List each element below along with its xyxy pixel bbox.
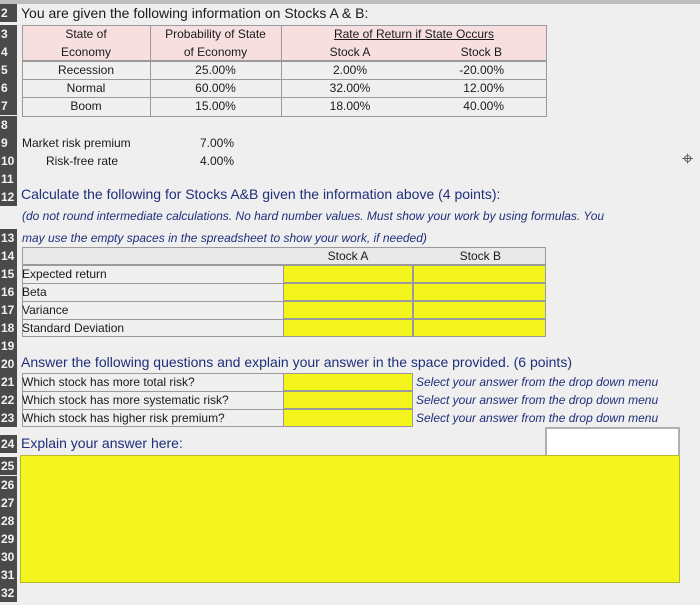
stock-b-return-cell[interactable]: 40.00% <box>463 99 504 113</box>
stock-a-return-cell[interactable]: 32.00% <box>329 81 371 95</box>
selected-cell-outline[interactable] <box>545 427 680 457</box>
expected-return-label[interactable]: Expected return <box>22 267 107 281</box>
probability-cell[interactable]: 15.00% <box>195 99 236 113</box>
std-dev-label[interactable]: Standard Deviation <box>22 321 125 335</box>
std-dev-stock-b-input[interactable] <box>413 319 546 337</box>
cursor-icon: ⌖ <box>682 148 694 170</box>
row-header-31[interactable]: 31 <box>0 566 17 584</box>
row-header-23[interactable]: 23 <box>0 409 17 427</box>
row-header-11[interactable]: 11 <box>0 170 17 188</box>
row-header-2[interactable]: 2 <box>0 4 17 22</box>
explain-label[interactable]: Explain your answer here: <box>21 435 183 451</box>
q-total-risk[interactable]: Which stock has more total risk? <box>22 375 195 389</box>
row-header-21[interactable]: 21 <box>0 373 17 391</box>
beta-stock-b-input[interactable] <box>413 283 546 301</box>
row-header-29[interactable]: 29 <box>0 530 17 548</box>
stock-b-return-cell[interactable]: -20.00% <box>459 63 504 77</box>
q-systematic-risk[interactable]: Which stock has more systematic risk? <box>22 393 229 407</box>
row-header-26[interactable]: 26 <box>0 476 17 494</box>
total-risk-dropdown[interactable] <box>283 373 413 391</box>
row-header-8[interactable]: 8 <box>0 116 17 134</box>
row-header-22[interactable]: 22 <box>0 391 17 409</box>
row-header-25[interactable]: 25 <box>0 457 17 475</box>
q1-col-stock-a[interactable]: Stock A <box>327 249 369 263</box>
intro-text[interactable]: You are given the following information on Stocks A & B: <box>21 5 369 21</box>
dropdown-hint: Select your answer from the drop down menu <box>416 375 659 389</box>
probability-cell[interactable]: 60.00% <box>195 81 236 95</box>
row-header-18[interactable]: 18 <box>0 319 17 337</box>
q1-title[interactable]: Calculate the following for Stocks A&B given the information above (4 points): <box>21 186 501 202</box>
row-header-9[interactable]: 9 <box>0 134 17 152</box>
row-header-10[interactable]: 10 <box>0 152 17 170</box>
header-probability[interactable]: Probability of State <box>165 27 266 41</box>
risk-free-rate-value[interactable]: 4.00% <box>200 154 235 168</box>
header-stock-a[interactable]: Stock A <box>329 45 371 59</box>
row-header-5[interactable]: 5 <box>0 61 17 79</box>
dropdown-hint: Select your answer from the drop down menu <box>416 411 659 425</box>
row-header-28[interactable]: 28 <box>0 512 17 530</box>
stock-a-return-cell[interactable]: 2.00% <box>332 63 368 77</box>
beta-label[interactable]: Beta <box>22 285 47 299</box>
variance-label[interactable]: Variance <box>22 303 69 317</box>
row-header-16[interactable]: 16 <box>0 283 17 301</box>
header-state-of[interactable]: State of <box>65 27 107 41</box>
header-rate-of-return[interactable]: Rate of Return if State Occurs <box>333 27 495 41</box>
row-header-14[interactable]: 14 <box>0 247 17 265</box>
state-cell[interactable]: Normal <box>66 81 106 95</box>
row-header-6[interactable]: 6 <box>0 79 17 97</box>
row-header-15[interactable]: 15 <box>0 265 17 283</box>
expected-return-stock-b-input[interactable] <box>413 265 546 283</box>
market-risk-premium-label[interactable]: Market risk premium <box>22 136 131 150</box>
row-header-4[interactable]: 4 <box>0 43 17 61</box>
q1-note-line2[interactable]: may use the empty spaces in the spreadsheet to show your work, if needed) <box>22 231 427 245</box>
risk-free-rate-label[interactable]: Risk-free rate <box>46 154 119 168</box>
row-header-30[interactable]: 30 <box>0 548 17 566</box>
row-header-20[interactable]: 20 <box>0 355 17 373</box>
state-cell[interactable]: Recession <box>57 63 115 77</box>
row-header-13[interactable]: 13 <box>0 229 17 247</box>
stock-b-return-cell[interactable]: 12.00% <box>463 81 504 95</box>
explanation-answer-area[interactable] <box>20 455 680 583</box>
expected-return-stock-a-input[interactable] <box>283 265 413 283</box>
q1-col-stock-b[interactable]: Stock B <box>459 249 501 263</box>
q1-note-line1[interactable]: (do not round intermediate calculations. No hard number values. Must show your work by using formulas. You <box>22 209 605 223</box>
beta-stock-a-input[interactable] <box>283 283 413 301</box>
q-risk-premium[interactable]: Which stock has higher risk premium? <box>22 411 225 425</box>
dropdown-hint: Select your answer from the drop down menu <box>416 393 659 407</box>
row-header-3[interactable]: 3 <box>0 25 17 43</box>
stock-a-return-cell[interactable]: 18.00% <box>329 99 371 113</box>
variance-stock-b-input[interactable] <box>413 301 546 319</box>
row-header-32[interactable]: 32 <box>0 584 17 602</box>
state-cell[interactable]: Boom <box>70 99 102 113</box>
risk-premium-dropdown[interactable] <box>283 409 413 427</box>
q2-title[interactable]: Answer the following questions and explain your answer in the space provided. (6 points) <box>21 354 572 370</box>
row-header-7[interactable]: 7 <box>0 97 17 115</box>
row-header-24[interactable]: 24 <box>0 435 17 453</box>
row-header-27[interactable]: 27 <box>0 494 17 512</box>
row-header-17[interactable]: 17 <box>0 301 17 319</box>
row-header-12[interactable]: 12 <box>0 188 17 206</box>
probability-cell[interactable]: 25.00% <box>195 63 236 77</box>
header-economy[interactable]: Economy <box>60 45 112 59</box>
header-of-economy[interactable]: of Economy <box>183 45 248 59</box>
market-risk-premium-value[interactable]: 7.00% <box>200 136 235 150</box>
variance-stock-a-input[interactable] <box>283 301 413 319</box>
std-dev-stock-a-input[interactable] <box>283 319 413 337</box>
row-header-19[interactable]: 19 <box>0 337 17 355</box>
systematic-risk-dropdown[interactable] <box>283 391 413 409</box>
header-stock-b[interactable]: Stock B <box>460 45 502 59</box>
